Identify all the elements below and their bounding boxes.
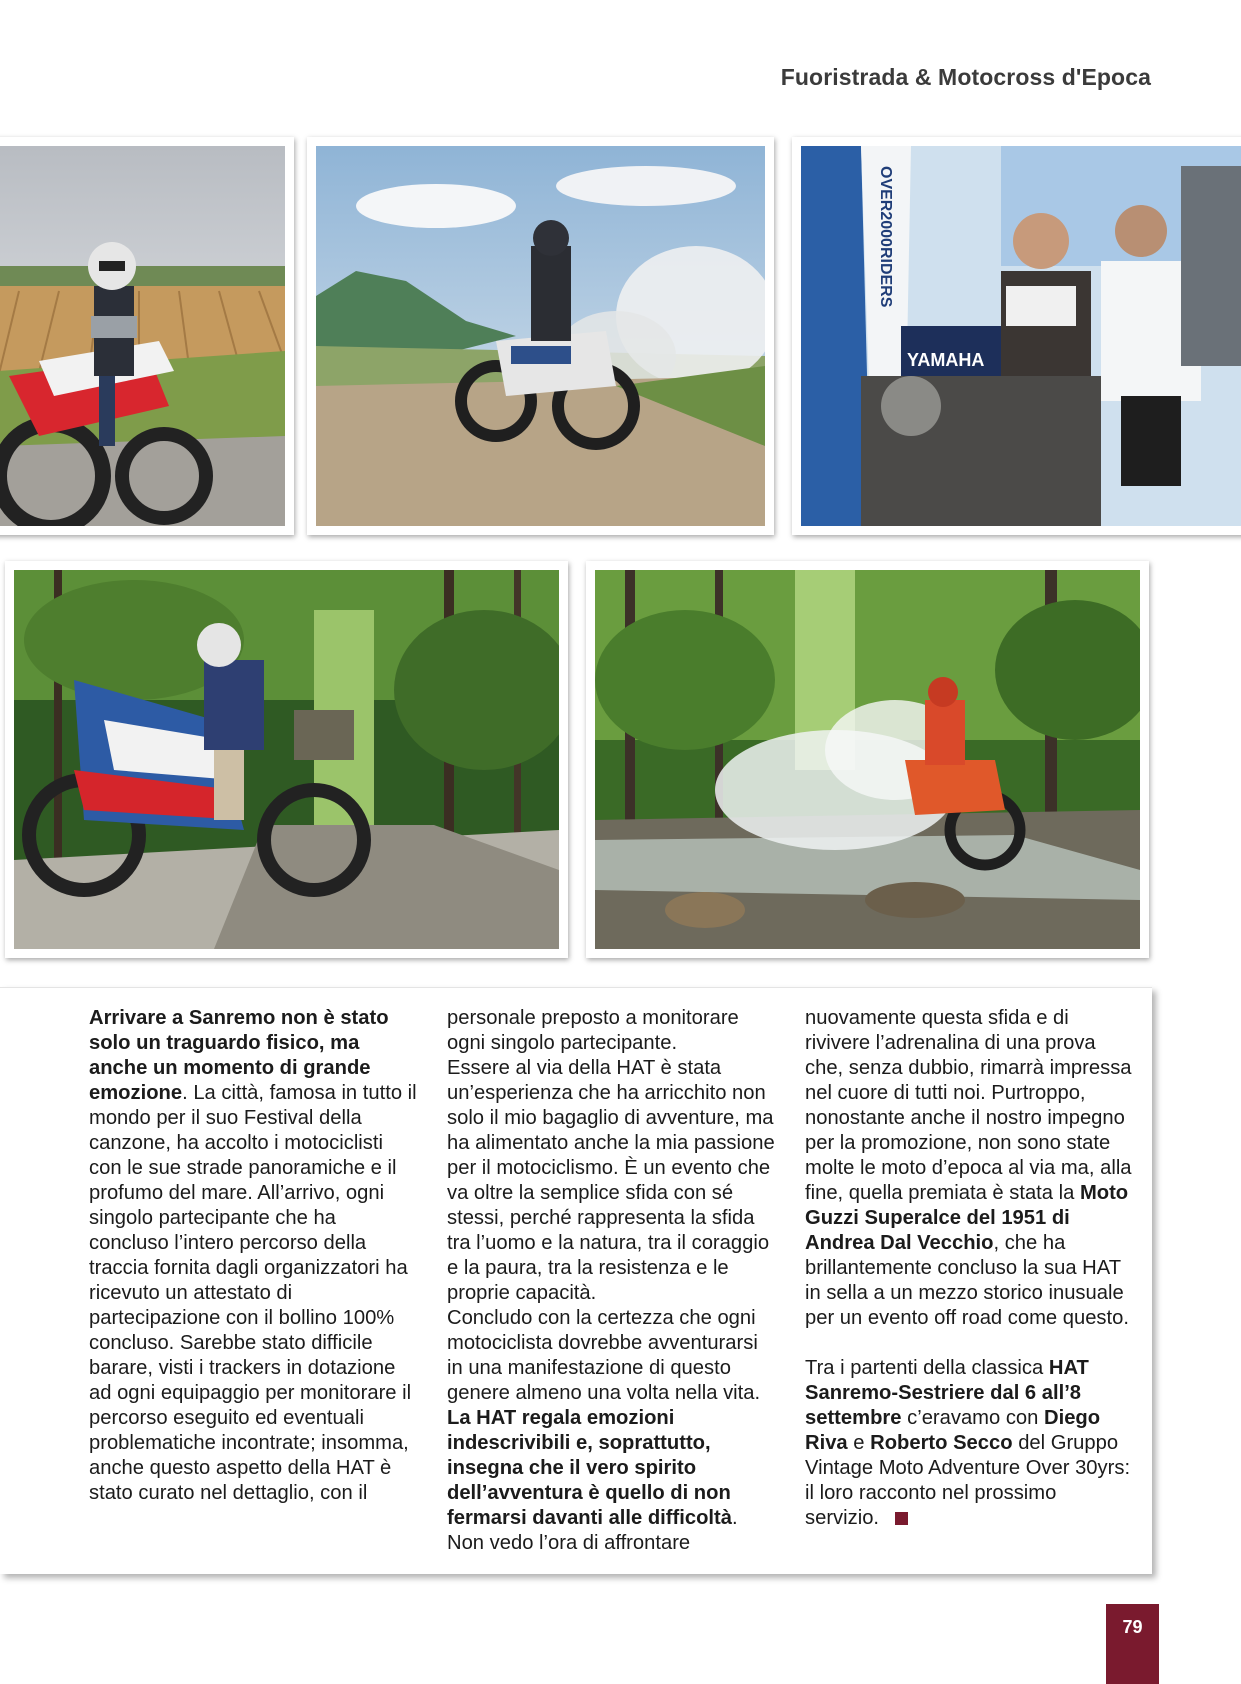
- article-column-2: [447, 1006, 777, 1556]
- article-paragraph: [447, 1306, 777, 1556]
- lead-bold-text: Arrivare a Sanremo non è stato solo un traguardo fisico, ma anche un momento di grande emozione: [89, 1007, 389, 1104]
- body-text: . La città, famosa in tutto il mondo per il suo Festival della canzone, ha accolto i motociclisti con le sue strade panoramiche e il profumo del mare. All’arrivo, ogni singolo partecipante che ha concluso l’intero percorso della traccia fornita dagli organizzatori ha ricevuto un attestato di partecipazione con il bollino 100% concluso. Sarebbe stato difficile barare, visti i trackers in dotazione ad ogni equipaggio per monitorare il percorso eseguito ed eventuali problematiche incontrate; insomma, anche questo aspetto della HAT è stato curato nel dettaglio, con il: [89, 1082, 417, 1504]
- end-of-article-square-icon: [895, 1512, 908, 1525]
- article-column-3: [805, 1006, 1135, 1531]
- photo-award-ceremony: [792, 137, 1241, 535]
- article-paragraph: [805, 1006, 1135, 1331]
- sign-text: YAMAHA: [907, 350, 985, 370]
- article-column-1: [89, 1006, 419, 1506]
- article-paragraph: personale preposto a monitorare ogni singolo partecipante.: [447, 1007, 739, 1054]
- photo-rider-water-splash: [586, 561, 1149, 958]
- photo-rider-field: [0, 137, 294, 535]
- highlight-bold-text: Roberto Secco: [870, 1432, 1013, 1454]
- highlight-bold-text: La HAT regala emozioni indescrivibili e, soprattutto, insegna che il vero spirito dell’avventura è quello di non fermarsi davanti alle difficoltà: [447, 1407, 732, 1529]
- highlight-bold-text: Moto Guzzi Superalce del 1951 di Andrea Dal Vecchio: [805, 1182, 1129, 1254]
- article-paragraph: [805, 1356, 1135, 1531]
- highlight-bold-text: HAT Sanremo-Sestriere dal 6 all’8 settembre: [805, 1357, 1089, 1429]
- article-paragraph: Essere al via della HAT è stata un’esperienza che ha arricchito non solo il mio bagaglio di avventure, ma ha alimentato anche la mia passione per il motociclismo. È un evento che va oltre la semplice sfida con sé stessi, perché rappresenta la sfida tra l’uomo e la natura, tra il coraggio e la paura, tra la resistenza e le proprie capacità.: [447, 1057, 775, 1304]
- body-text: Concludo con la certezza che ogni motociclista dovrebbe avventurarsi in una manifestazione di questo genere almeno una volta nella vita.: [447, 1307, 761, 1404]
- photo-rider-forest: [5, 561, 568, 958]
- highlight-bold-text: Diego Riva: [805, 1407, 1101, 1454]
- banner-text: OVER2000RIDERS: [877, 166, 894, 308]
- section-title: Fuoristrada & Motocross d'Epoca: [780, 64, 1151, 90]
- body-text: , che ha brillantemente concluso la sua HAT in sella a un mezzo storico inusuale per un evento off road come questo.: [805, 1232, 1129, 1329]
- body-text: nuovamente questa sfida e di rivivere l’adrenalina di una prova che, senza dubbio, rimarrà impressa nel cuore di tutti noi. Purtroppo, nonostante anche il nostro impegno per la promozione, non sono state molte le moto d’epoca al via ma, alla fine, quella premiata è stata la: [805, 1007, 1132, 1204]
- body-text: . Non vedo l’ora di affrontare: [447, 1507, 738, 1554]
- page-number: 79: [1106, 1604, 1159, 1684]
- body-text: e: [853, 1432, 865, 1454]
- body-text: c’eravamo con: [907, 1407, 1039, 1429]
- photo-rider-hill-dust: [307, 137, 774, 535]
- article-paragraph: [89, 1006, 419, 1506]
- body-text: del Gruppo Vintage Moto Adventure Over 30yrs: il loro racconto nel prossimo servizio.: [805, 1432, 1131, 1529]
- body-text: Tra i partenti della classica: [805, 1357, 1044, 1379]
